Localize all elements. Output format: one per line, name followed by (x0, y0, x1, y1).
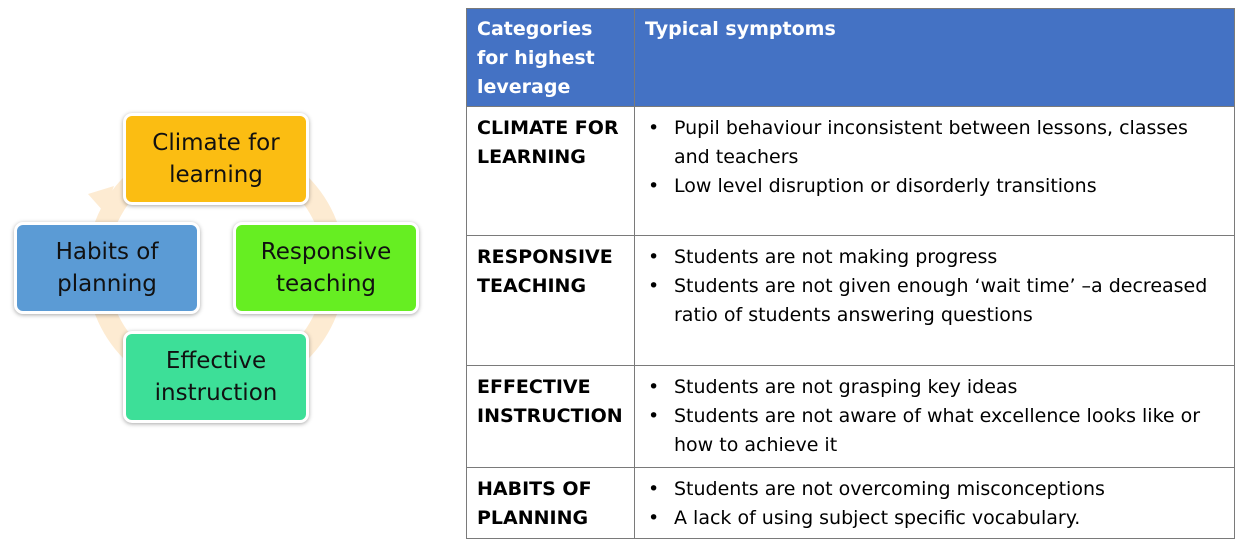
node-climate-for-learning (123, 113, 309, 205)
symptom-list (641, 373, 1226, 460)
symptom-list (641, 243, 1226, 330)
category-line1: HABITS OF (477, 478, 592, 500)
symptom-item (641, 243, 1226, 272)
header-categories: Categories for highest leverage (467, 9, 635, 107)
node-effective-line1: Effective (165, 348, 267, 374)
node-responsive-line1: Responsive (260, 239, 392, 265)
category-cell (467, 468, 635, 539)
category-line2: INSTRUCTION (477, 405, 623, 427)
table-row (467, 107, 1235, 236)
node-climate-line2: learning (169, 162, 263, 188)
node-effective-line2: instruction (154, 380, 278, 406)
table-header-row (467, 9, 1235, 107)
symptom-item (641, 504, 1226, 533)
category-cell (467, 366, 635, 468)
symptom-text: A lack of using subject specific vocabulary. (674, 507, 1081, 529)
symptom-item (641, 402, 1226, 460)
bullet-icon: • (648, 246, 660, 268)
node-effective-instruction (123, 331, 309, 423)
bullet-icon: • (648, 117, 660, 139)
symptom-item (641, 475, 1226, 504)
symptom-item (641, 272, 1226, 330)
symptom-text: Students are not aware of what excellence looks like or how to achieve it (674, 405, 1201, 456)
table-row (467, 468, 1235, 539)
node-habits-line1: Habits of (55, 239, 159, 265)
symptom-text: Students are not grasping key ideas (674, 376, 1018, 398)
category-line2: LEARNING (477, 146, 586, 168)
table-row (467, 236, 1235, 366)
symptom-text: Students are not given enough ‘wait time’ –a decreased ratio of students answering questions (674, 275, 1208, 326)
category-line1: EFFECTIVE (477, 376, 591, 398)
symptom-item (641, 373, 1226, 402)
category-line2: TEACHING (477, 275, 587, 297)
node-responsive-line2: teaching (275, 271, 377, 297)
category-cell (467, 236, 635, 366)
category-cell (467, 107, 635, 236)
node-climate-line1: Climate for (152, 130, 280, 156)
node-habits-line2: planning (57, 271, 157, 297)
symptoms-cell (635, 468, 1235, 539)
symptoms-cell (635, 236, 1235, 366)
bullet-icon: • (648, 376, 660, 398)
node-responsive-teaching (233, 222, 419, 314)
table-row (467, 366, 1235, 468)
symptom-list (641, 475, 1226, 533)
category-line1: RESPONSIVE (477, 246, 613, 268)
symptom-text: Low level disruption or disorderly transitions (674, 175, 1097, 197)
category-line1: CLIMATE FOR (477, 117, 619, 139)
category-line2: PLANNING (477, 507, 589, 529)
bullet-icon: • (648, 478, 660, 500)
symptom-text: Pupil behaviour inconsistent between lessons, classes and teachers (674, 117, 1188, 168)
bullet-icon: • (648, 507, 660, 529)
symptoms-cell (635, 366, 1235, 468)
symptom-item (641, 114, 1226, 172)
leverage-table (466, 8, 1235, 539)
symptom-item (641, 172, 1226, 201)
symptoms-cell (635, 107, 1235, 236)
symptom-text: Students are not making progress (674, 246, 998, 268)
node-habits-of-planning (14, 222, 200, 314)
bullet-icon: • (648, 175, 660, 197)
leverage-cycle-diagram (0, 0, 440, 549)
bullet-icon: • (648, 405, 660, 427)
header-typical-symptoms: Typical symptoms (635, 9, 1235, 107)
bullet-icon: • (648, 275, 660, 297)
symptom-text: Students are not overcoming misconceptions (674, 478, 1105, 500)
symptom-list (641, 114, 1226, 201)
